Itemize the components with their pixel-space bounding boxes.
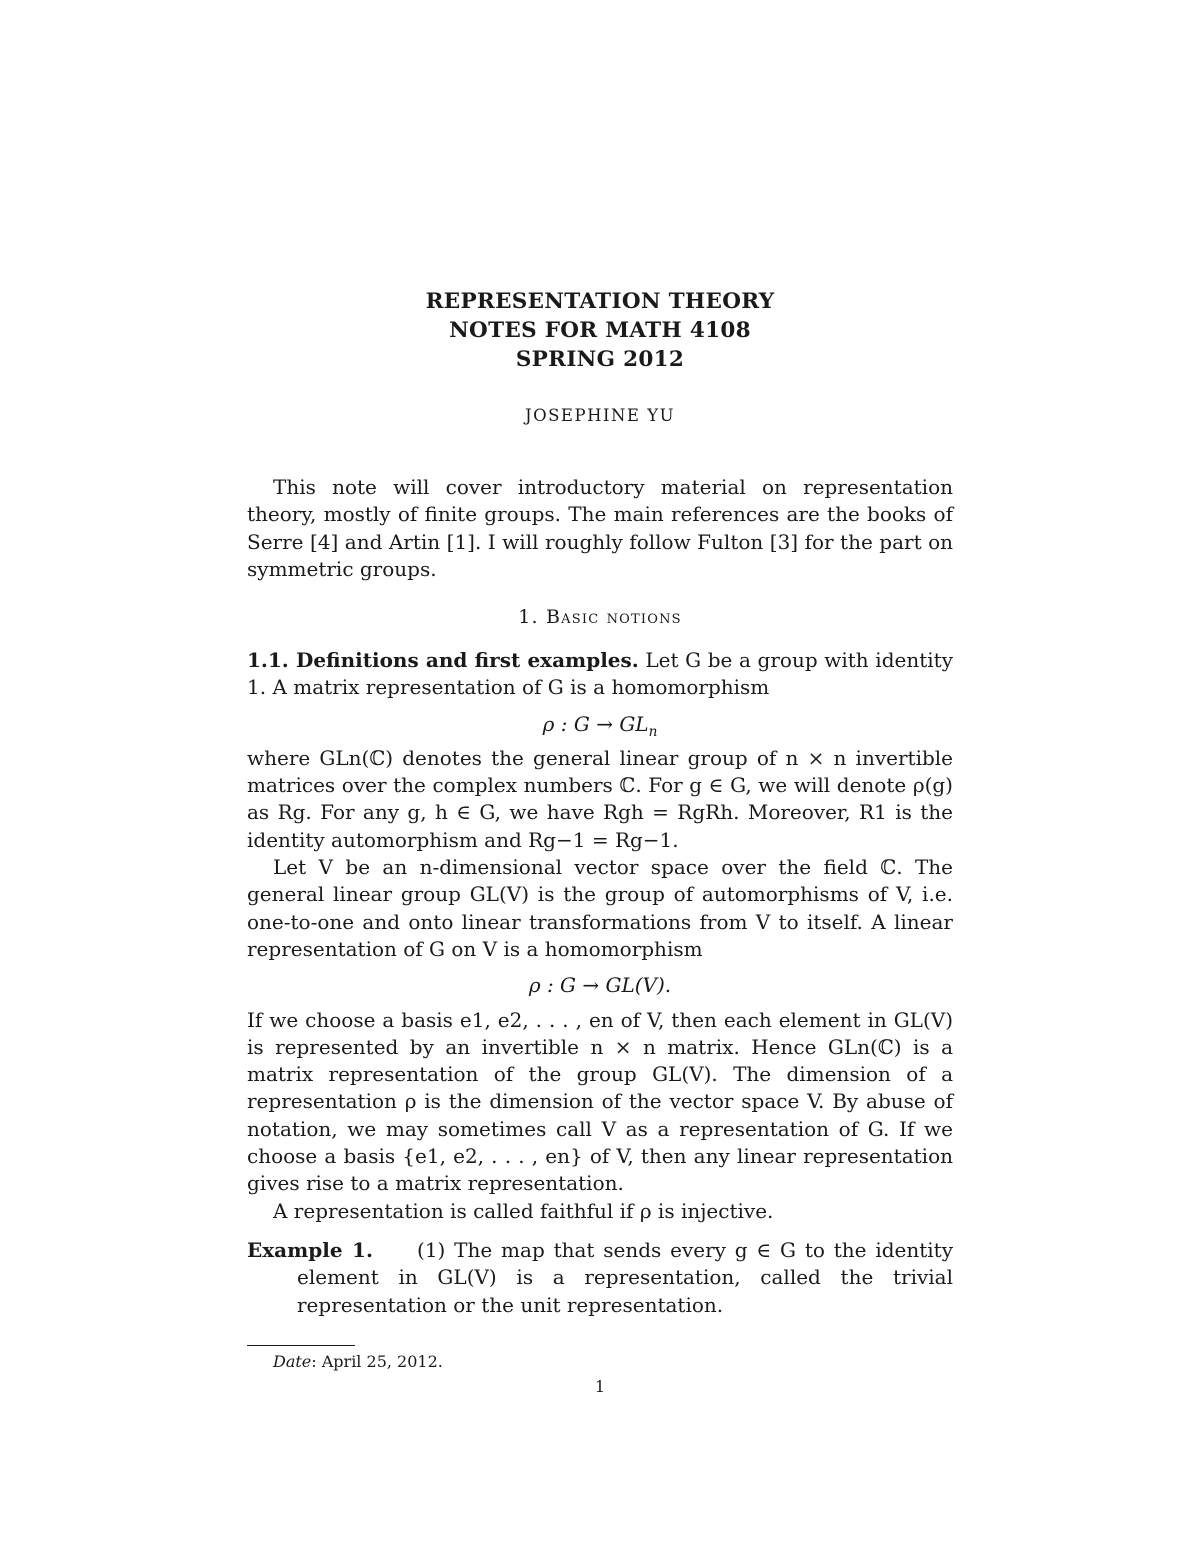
title-line-2: NOTES FOR MATH 4108: [449, 318, 751, 343]
paragraph-4: A representation is called faithful if ρ is injective.: [273, 1198, 774, 1223]
paragraph-1: where GLn(ℂ) denotes the general linear group of n × n invertible matrices over the complex numbers ℂ. For g ∈ G, we will denote ρ(g) as Rg. For any g, h ∈ G, we have Rgh = RgRh. Moreover, R1 is the identity automorphism and Rg−1 = Rg−1.: [247, 745, 953, 852]
abstract-text: This note will cover introductory material on representation theory, mostly of finite groups. The main references are the books of Serre [4] and Artin [1]. I will roughly follow Fulton [3] for the part on symmetric groups.: [247, 475, 953, 581]
footnote: [273, 1352, 443, 1371]
footnote-label: Date: [273, 1352, 312, 1371]
subsection-intro: Let G be a group with identity 1. A matrix representation of G is a homomorphism: [247, 648, 953, 700]
example-1: [247, 1237, 953, 1319]
subsection-1-1: [247, 647, 953, 1319]
display-equation-2: ρ : G → GL(V).: [528, 973, 672, 998]
section-heading: [247, 606, 953, 628]
abstract: [247, 474, 953, 583]
subsection-heading: 1.1. Definitions and first examples.: [247, 648, 639, 672]
section-number: 1.: [518, 606, 539, 628]
paragraph-2: Let V be an n-dimensional vector space over the field ℂ. The general linear group GL(V) is the group of automorphisms of V, i.e. one-to-one and onto linear transformations from V to itself. A linear representation of G on V is a homomorphism: [247, 855, 953, 961]
footnote-text: : April 25, 2012.: [311, 1352, 443, 1371]
footnote-rule: [247, 1345, 355, 1346]
paragraph-3: If we choose a basis e1, e2, . . . , en of V, then each element in GL(V) is represented by an invertible n × n matrix. Hence GLn(ℂ) is a matrix representation of the group GL(V). The dimension of a representation ρ is the dimension of the vector space V. By abuse of notation, we may sometimes call V as a representation of G. If we choose a basis {e1, e2, . . . , en} of V, then any linear representation gives rise to a matrix representation.: [247, 1007, 953, 1196]
section-title: Basic notions: [546, 606, 682, 628]
display-equation-1: ρ : $G \to GL_n$: [542, 711, 658, 740]
title-line-1: REPRESENTATION THEORY: [425, 289, 775, 314]
paper-title: [247, 287, 953, 374]
example-label: Example 1.: [247, 1237, 373, 1262]
title-line-3: SPRING 2012: [515, 347, 685, 372]
page-number: 1: [594, 1377, 606, 1396]
example-item-1: (1) The map that sends every g ∈ G to the identity element in GL(V) is a representation, called the trivial representation or the unit representation.: [297, 1237, 954, 1317]
author: JOSEPHINE YU: [524, 406, 676, 425]
